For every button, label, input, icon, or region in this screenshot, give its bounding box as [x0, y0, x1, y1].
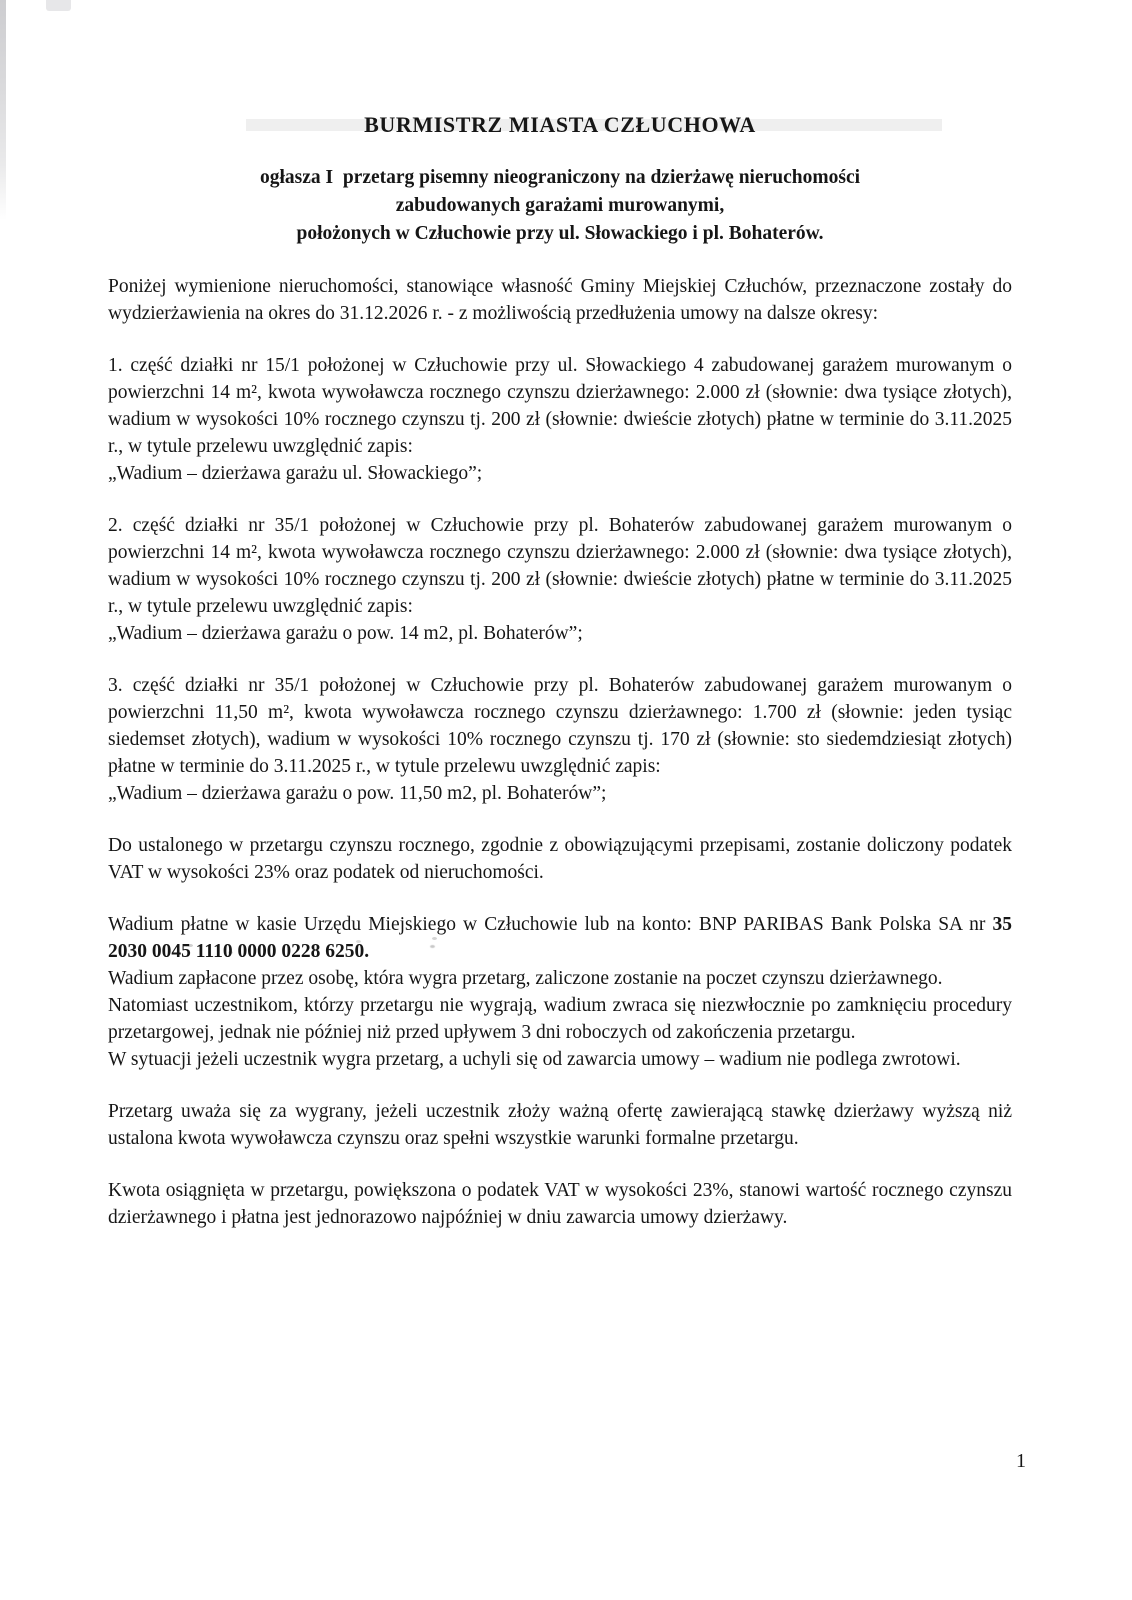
lot-item-2-text: 2. część działki nr 35/1 położonej w Człuchowie przy pl. Bohaterów zabudowanej garażem murowanym o powierzchni 14 m², kwota wywoławcza rocznego czynszu dzierżawnego: 2.000 zł (słownie: dwa tysiące złotych), wadium w wysokości 10% rocznego czynszu tj. 200 zł (słownie: dwieście złotych) płatne w terminie do 3.11.2025 r., w tytule przelewu uwzględnić zapis: — [108, 515, 1012, 617]
payment-paragraph — [108, 911, 1012, 965]
document-content — [108, 0, 1012, 1231]
page-number: 1 — [1016, 1450, 1026, 1472]
lot-item-3-text: 3. część działki nr 35/1 położonej w Człuchowie przy pl. Bohaterów zabudowanej garażem murowanym o powierzchni 11,50 m², kwota wywoławcza rocznego czynszu dzierżawnego: 1.700 zł (słownie: jeden tysiąc siedemset złotych), wadium w wysokości 10% rocznego czynszu tj. 170 zł (słownie: sto siedemdziesiąt złotych) płatne w terminie do 3.11.2025 r., w tytule przelewu uwzględnić zapis: — [108, 675, 1012, 777]
scan-artifact-left-edge — [0, 0, 6, 220]
scan-artifact-corner-blob — [46, 0, 71, 11]
win-paragraph: Przetarg uważa się za wygrany, jeżeli uczestnik złoży ważną ofertę zawierającą stawkę dzierżawy wyższą niż ustalona kwota wywoławcza czynszu oraz spełni wszystkie warunki formalne przetargu. — [108, 1101, 1012, 1149]
payment-text: Wadium płatne w kasie Urzędu Miejskiego w Człuchowie lub na konto: BNP PARIBAS Bank Polska SA nr — [108, 914, 993, 935]
lot-item-2-quote: „Wadium – dzierżawa garażu o pow. 14 m2, pl. Bohaterów”; — [108, 623, 583, 644]
subtitle-line-1: ogłasza I przetarg pisemny nieograniczony na dzierżawę nieruchomości — [259, 167, 861, 188]
payment-suffix: . — [364, 941, 370, 962]
wadium-rule-3: W sytuacji jeżeli uczestnik wygra przetarg, a uchyli się od zawarcia umowy – wadium nie podlega zwrotowi. — [108, 1049, 961, 1070]
document-subtitle — [108, 164, 1012, 248]
lot-item-3-quote: „Wadium – dzierżawa garażu o pow. 11,50 m2, pl. Bohaterów”; — [108, 783, 607, 804]
subtitle-line-2: zabudowanych garażami murowanymi, — [395, 195, 725, 216]
intro-paragraph: Poniżej wymienione nieruchomości, stanowiące własność Gminy Miejskiej Człuchów, przeznaczone zostały do wydzierżawienia na okres do 31.12.2026 r. - z możliwością przedłużenia umowy na dalsze okresy: — [108, 276, 1012, 324]
lot-item-3 — [108, 672, 1012, 807]
wadium-rule-1: Wadium zapłacone przez osobę, która wygra przetarg, zaliczone zostanie na poczet czynszu dzierżawnego. — [108, 968, 943, 989]
lot-item-1 — [108, 352, 1012, 487]
amount-paragraph: Kwota osiągnięta w przetargu, powiększona o podatek VAT w wysokości 23%, stanowi wartość rocznego czynszu dzierżawnego i płatna jest jednorazowo najpóźniej w dniu zawarcia umowy dzierżawy. — [108, 1180, 1012, 1228]
document-title: BURMISTRZ MIASTA CZŁUCHOWA — [364, 112, 756, 137]
wadium-rule-2: Natomiast uczestnikom, którzy przetargu nie wygrają, wadium zwraca się niezwłocznie po zamknięciu procedury przetargowej, jednak nie później niż przed upływem 3 dni roboczych od zakończenia przetargu. — [108, 995, 1012, 1043]
bank-account-number: 35 2030 0045 1110 0000 0228 6250 — [108, 914, 1012, 962]
subtitle-line-3: położonych w Człuchowie przy ul. Słowackiego i pl. Bohaterów. — [296, 223, 824, 244]
vat-paragraph: Do ustalonego w przetargu czynszu rocznego, zgodnie z obowiązującymi przepisami, zostanie doliczony podatek VAT w wysokości 23% oraz podatek od nieruchomości. — [108, 835, 1012, 883]
lot-item-1-text: 1. część działki nr 15/1 położonej w Człuchowie przy ul. Słowackiego 4 zabudowanej garażem murowanym o powierzchni 14 m², kwota wywoławcza rocznego czynszu dzierżawnego: 2.000 zł (słownie: dwa tysiące złotych), wadium w wysokości 10% rocznego czynszu tj. 200 zł (słownie: dwieście złotych) płatne w terminie do 3.11.2025 r., w tytule przelewu uwzględnić zapis: — [108, 355, 1012, 457]
lot-item-2 — [108, 512, 1012, 647]
lot-item-1-quote: „Wadium – dzierżawa garażu ul. Słowackiego”; — [108, 463, 483, 484]
